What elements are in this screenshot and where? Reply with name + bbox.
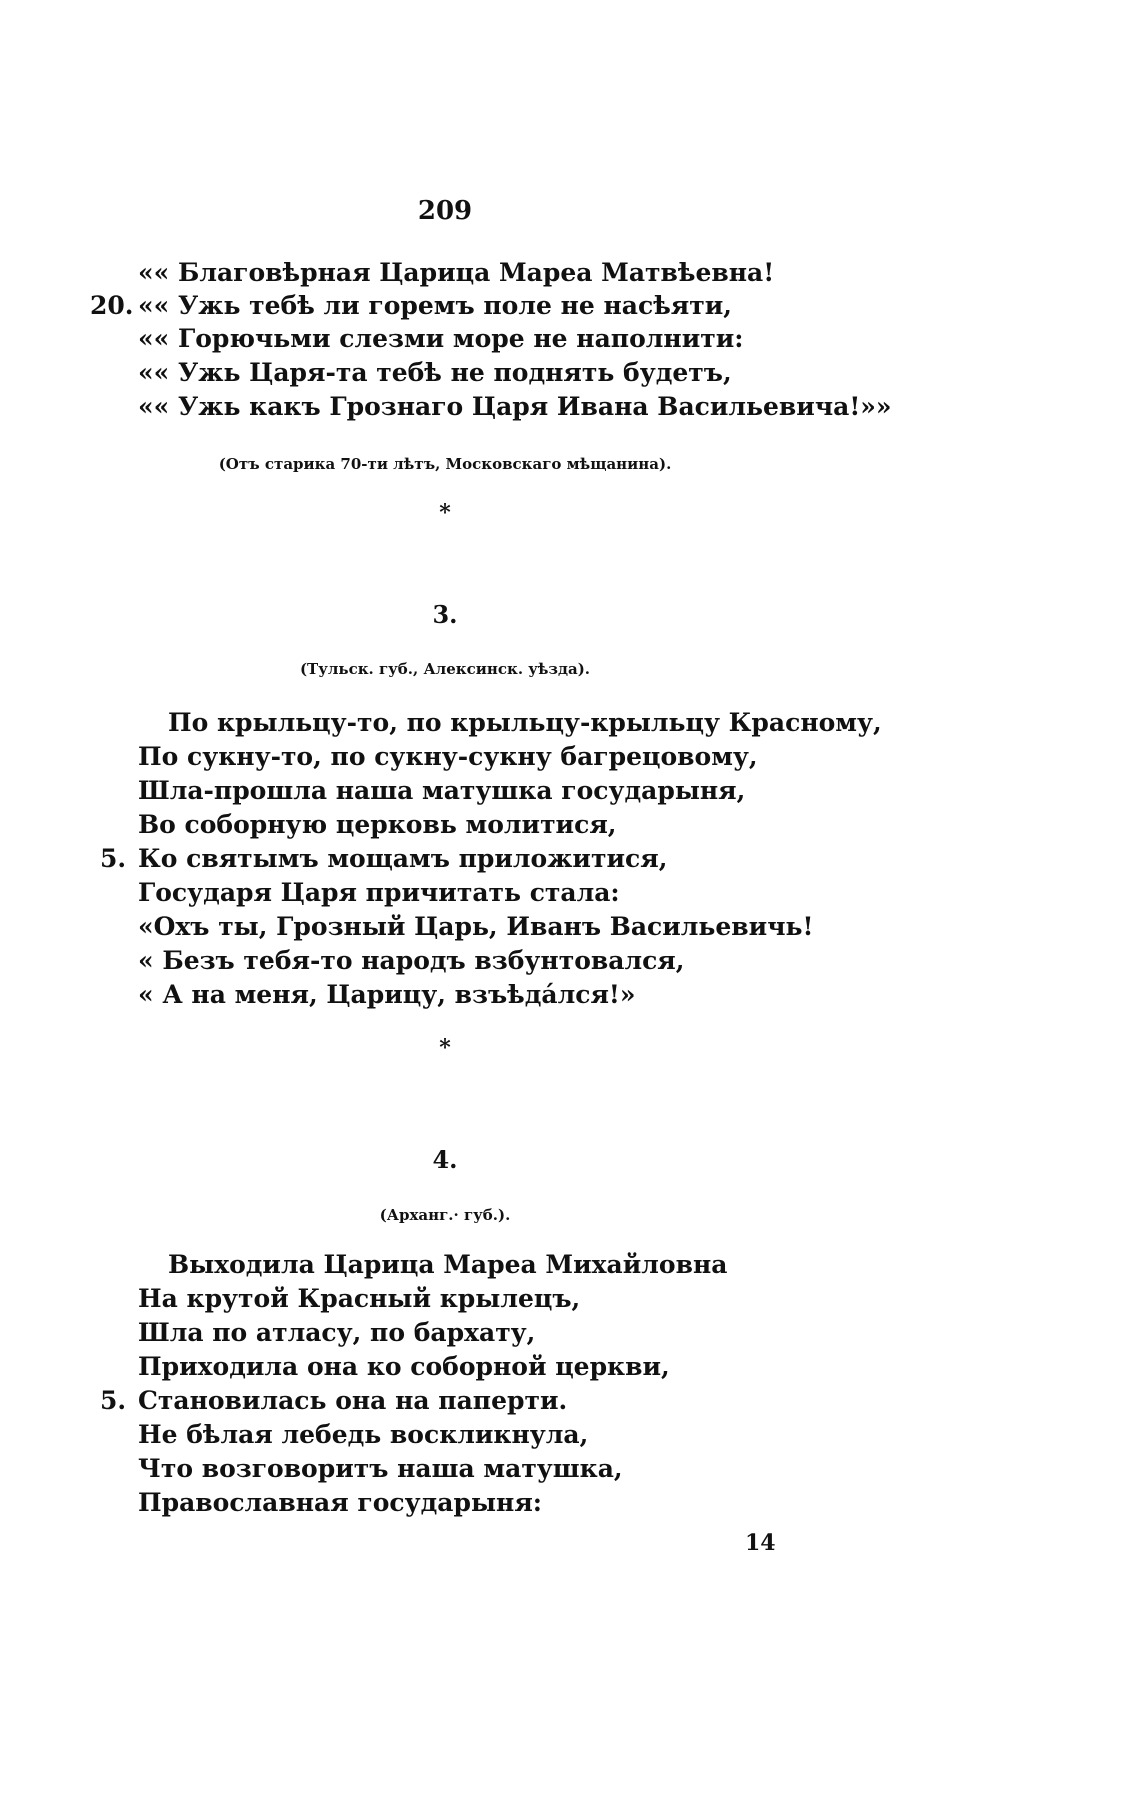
verse-line: «Охъ ты, Грозный Царь, Иванъ Васильевичь!	[138, 912, 814, 941]
verse-line: Ко святымъ мощамъ приложитися,	[138, 844, 668, 873]
verse-line: Что возговоритъ наша матушка,	[138, 1454, 623, 1483]
verse-line: « Безъ тебя-то народъ взбунтовался,	[138, 946, 685, 975]
verse-line: Шла по атласу, по бархату,	[138, 1318, 536, 1347]
verse-line: «« Горючьми слезми море не наполнити:	[138, 324, 744, 353]
line-number: 5.	[100, 1386, 127, 1415]
verse-line: « А на меня, Царицу, взъѣдáлся!»	[138, 980, 636, 1009]
verse-line: «« Ужь какъ Грознаго Царя Ивана Васильевича!»»	[138, 392, 892, 421]
verse-line: Выходила Царица Мареа Михайловна	[168, 1250, 728, 1279]
line-number: 5.	[100, 844, 127, 873]
verse-line: По сукну-то, по сукну-сукну багрецовому,	[138, 742, 758, 771]
signature-mark: 14	[745, 1530, 776, 1556]
verse-line: Приходила она ко соборной церкви,	[138, 1352, 670, 1381]
verse-line: «« Ужь тебѣ ли горемъ поле не насѣяти,	[138, 291, 732, 320]
page-number: 209	[417, 196, 473, 226]
line-number: 20.	[90, 291, 134, 320]
separator-star: *	[439, 1035, 451, 1061]
verse-line: Шла-прошла наша матушка государыня,	[138, 776, 746, 805]
source-note: (Отъ старика 70-ти лѣтъ, Московскаго мѣщанина).	[218, 455, 672, 473]
verse-line: Становилась она на паперти.	[138, 1386, 568, 1415]
verse-line: Государя Царя причитать стала:	[138, 878, 620, 907]
section-number: 3.	[432, 600, 458, 629]
region-note: (Тульск. губ., Алексинск. уѣзда).	[299, 660, 591, 678]
verse-line: Во соборную церковь молитися,	[138, 810, 617, 839]
verse-line: «« Ужь Царя-та тебѣ не поднять будетъ,	[138, 358, 732, 387]
verse-line: На крутой Красный крылецъ,	[138, 1284, 581, 1313]
verse-line: По крыльцу-то, по крыльцу-крыльцу Красному,	[168, 708, 882, 737]
verse-line: «« Благовѣрная Царица Мареа Матвѣевна!	[138, 258, 775, 287]
region-note: (Арханг.· губ.).	[379, 1206, 511, 1224]
separator-star: *	[439, 500, 451, 526]
section-number: 4.	[432, 1145, 458, 1174]
verse-line: Не бѣлая лебедь воскликнула,	[138, 1420, 589, 1449]
verse-line: Православная государыня:	[138, 1488, 543, 1517]
